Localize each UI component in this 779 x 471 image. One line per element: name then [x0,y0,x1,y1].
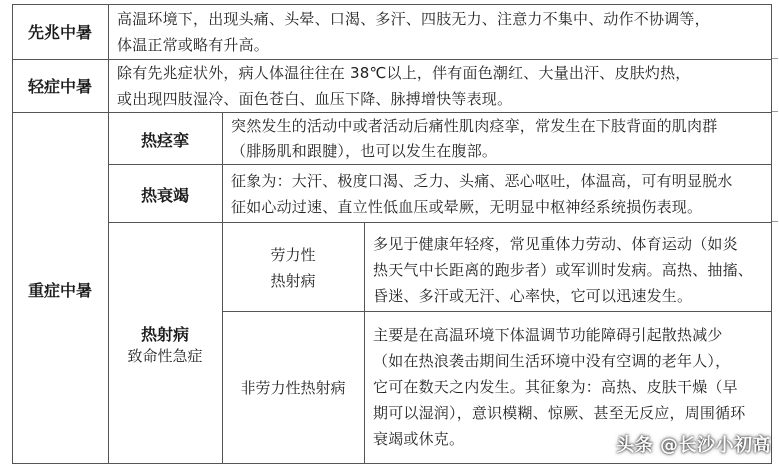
row-label-prodromal: 先兆中暑 [27,23,92,42]
exertional-heatstroke-description-line: 热天气中长距离的跑步者）或军训时发病。高热、抽搐、 [373,261,754,279]
column-divider [108,4,109,464]
prodromal-description-line: 体温正常或略有升高。 [117,36,270,54]
prodromal-description-line: 高温环境下，出现头痛、头晕、口渴、多汗、四肢无力、注意力不集中、动作不协调等， [117,10,710,28]
non-exertional-heatstroke-label: 非劳力性热射病 [240,379,346,397]
sub-label-heatstroke: 热射病 [140,325,189,344]
table-border-bottom [12,463,772,464]
non-exertional-heatstroke-description-line: 它可在数天之内发生。其征象为：高热、皮肤干燥（早 [373,378,738,396]
table-border-left [12,4,13,464]
heat-cramps-description-line: （腓肠肌和跟腱），也可以发生在腹部。 [231,142,498,160]
exertional-heatstroke-description-line: 多见于健康年轻疼，常见重体力劳动、体育运动（如炎 [373,235,738,253]
heat-exhaustion-description-line: 征如心动过速、直立性低血压或晕厥，无明显中枢神经系统损伤表现。 [231,198,703,216]
column-divider [364,222,365,464]
source-watermark: 头条 @长沙小初高 [616,435,771,456]
row-label-mild: 轻症中暑 [27,77,92,96]
non-exertional-heatstroke-description-line: 主要是在高温环境下体温调节功能障碍引起散热减少 [373,326,723,344]
mild-description-line: 除有先兆症状外，病人体温往往在 38℃以上，伴有面色潮红、大量出汗、皮肤灼热， [117,64,691,82]
margin-marker [772,58,778,59]
non-exertional-heatstroke-description-line: （如在热浪袭击期间生活环境中没有空调的老年人）， [373,352,731,370]
heat-cramps-description-line: 突然发生的活动中或者活动后痛性肌肉痉挛，常发生在下肢背面的肌肉群 [231,117,718,135]
margin-marker [772,111,778,112]
exertional-heatstroke-label-line1: 劳力性 [270,246,316,264]
row-label-severe: 重症中暑 [27,281,92,300]
table-border-top [12,4,772,5]
row-divider [108,222,772,223]
row-divider [108,164,772,165]
non-exertional-heatstroke-description-line: 衰竭或休克。 [373,430,465,448]
heatstroke-severity-note: 致命性急症 [127,347,203,365]
mild-description-line: 或出现四肢湿冷、面色苍白、血压下降、脉搏增快等表现。 [117,90,513,108]
row-divider [222,311,772,312]
exertional-heatstroke-description-line: 昏迷、多汗或无汗、心率快，它可以迅速发生。 [373,287,693,305]
exertional-heatstroke-label-line2: 热射病 [270,272,316,290]
sub-label-heat-exhaustion: 热衰竭 [140,186,189,205]
heat-exhaustion-description-line: 征象为：大汗、极度口渴、乏力、头痛、恶心呕吐，体温高，可有明显脱水 [231,172,733,190]
margin-marker [772,221,778,222]
sub-label-heat-cramps: 热痉挛 [140,131,189,150]
non-exertional-heatstroke-description-line: 期可以湿润），意识模糊、惊厥、甚至无反应，周围循环 [373,404,746,422]
table-border-right [771,4,772,464]
